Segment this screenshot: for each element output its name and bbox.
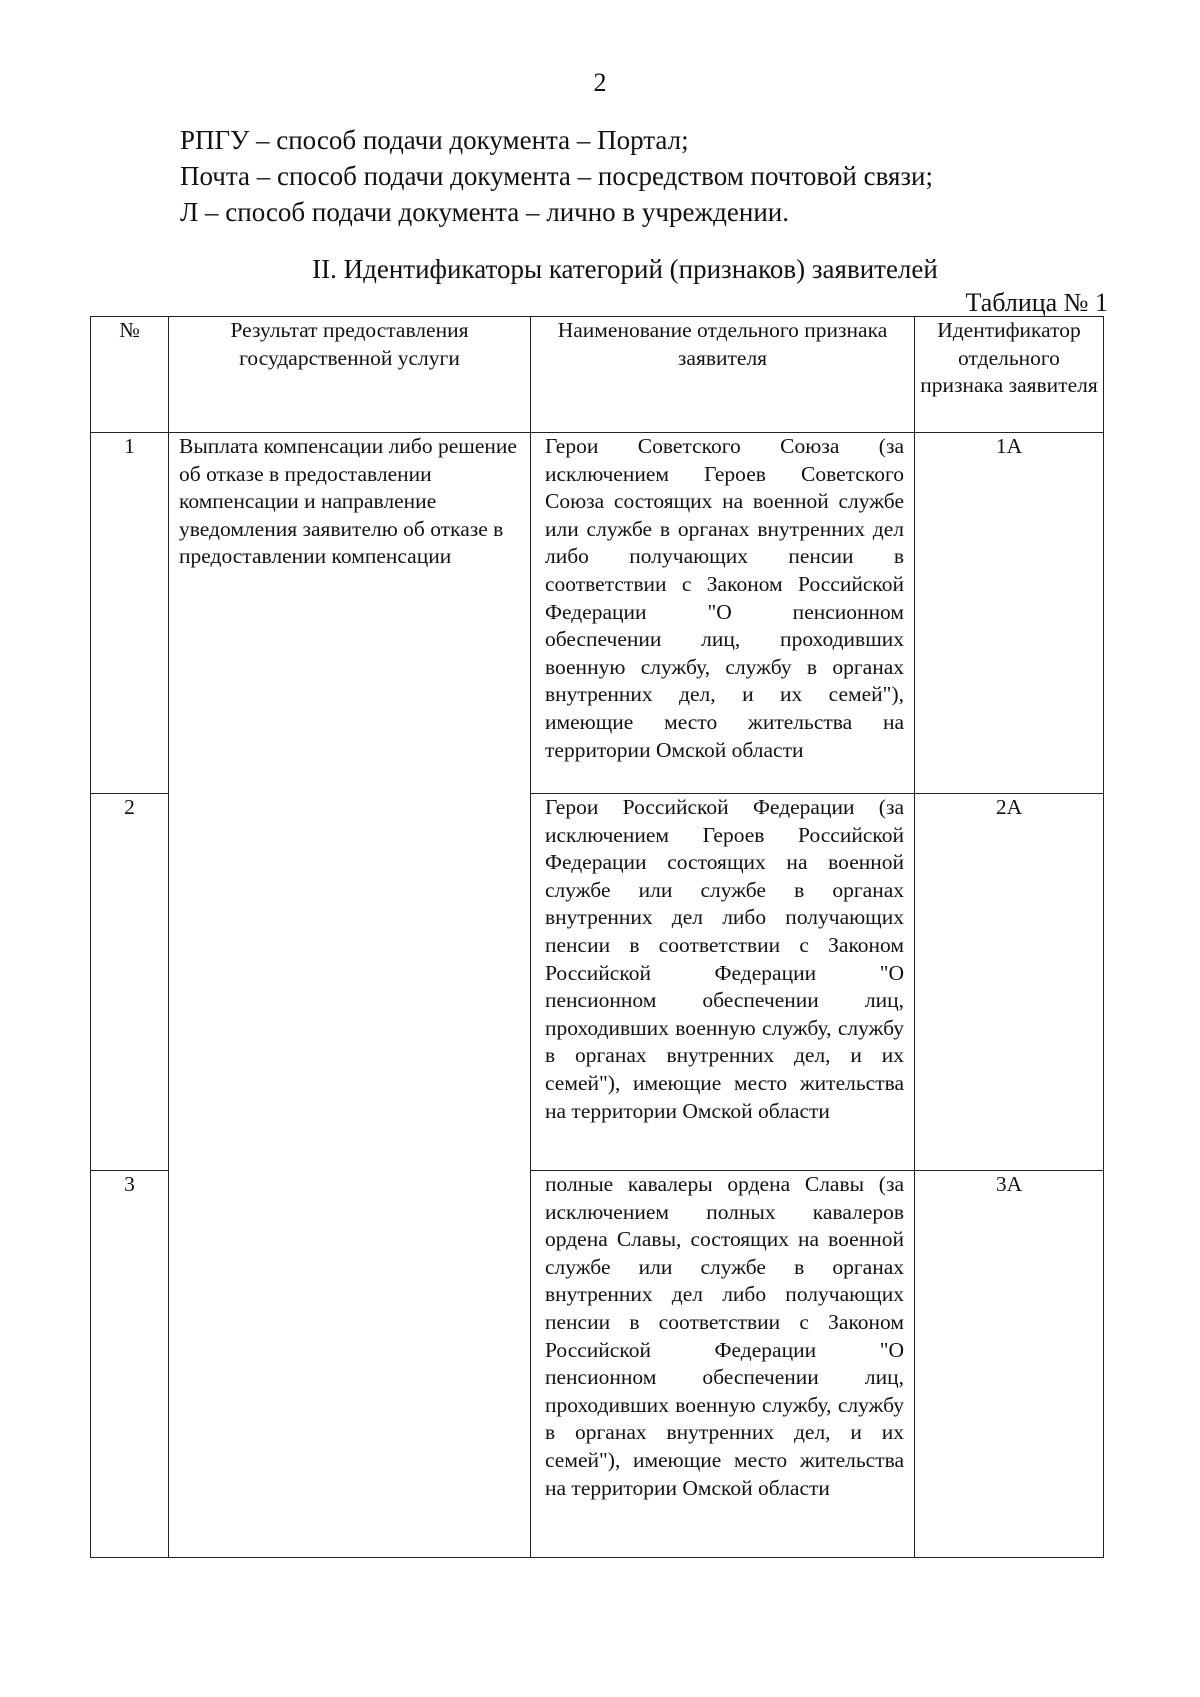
header-sign-name: Наименование отдельного признака заявителя	[531, 317, 915, 433]
table-label: Таблица № 1	[965, 288, 1108, 317]
applicant-sign-name: Герои Российской Федерации (за исключением Героев Российской Федерации состоящих на военной службе или службе в органах внутренних дел либо получающих пенсии в соответствии с Законом Российской Федерации "О пенсионном обеспечении лиц, проходивших военную службу, службу в органах внутренних дел, и их семей"), имеющие место жительства на территории Омской области	[531, 794, 915, 1171]
table-header-row	[91, 317, 1104, 433]
applicant-sign-name: Герои Советского Союза (за исключением Героев Советского Союза состоящих на военной службе или службе в органах внутренних дел либо получающих пенсии в соответствии с Законом Российской Федерации "О пенсионном обеспечении лиц, проходивших военную службу, службу в органах внутренних дел, и их семей"), имеющие место жительства на территории Омской области	[531, 433, 915, 794]
legend-line-mail: Почта – способ подачи документа – посредством почтовой связи;	[180, 161, 933, 191]
applicant-sign-id: 3А	[915, 1171, 1104, 1558]
applicant-sign-id: 1А	[915, 433, 1104, 794]
table-row	[91, 433, 1104, 794]
row-number: 3	[91, 1171, 169, 1558]
row-number: 1	[91, 433, 169, 794]
header-sign-id: Идентификатор отдельного признака заявителя	[915, 317, 1104, 433]
service-result: Выплата компенсации либо решение об отказе в предоставлении компенсации и направление уведомления заявителю об отказе в предоставлении компенсации	[169, 433, 531, 1558]
header-number: №	[91, 317, 169, 433]
applicant-sign-id: 2А	[915, 794, 1104, 1171]
section-title: II. Идентификаторы категорий (признаков) заявителей	[312, 254, 938, 284]
header-result: Результат предоставления государственной услуги	[169, 317, 531, 433]
page-number: 2	[593, 68, 607, 97]
identifiers-table	[90, 316, 1104, 1558]
intro-legend	[180, 122, 933, 230]
row-number: 2	[91, 794, 169, 1171]
applicant-sign-name: полные кавалеры ордена Славы (за исключением полных кавалеров ордена Славы, состоящих на военной службе или службе в органах внутренних дел либо получающих пенсии в соответствии с Законом Российской Федерации "О пенсионном обеспечении лиц, проходивших военную службу, службу в органах внутренних дел, и их семей"), имеющие место жительства на территории Омской области	[531, 1171, 915, 1558]
legend-line-personal: Л – способ подачи документа – лично в учреждении.	[180, 197, 789, 227]
legend-line-rpgu: РПГУ – способ подачи документа – Портал;	[180, 125, 689, 155]
